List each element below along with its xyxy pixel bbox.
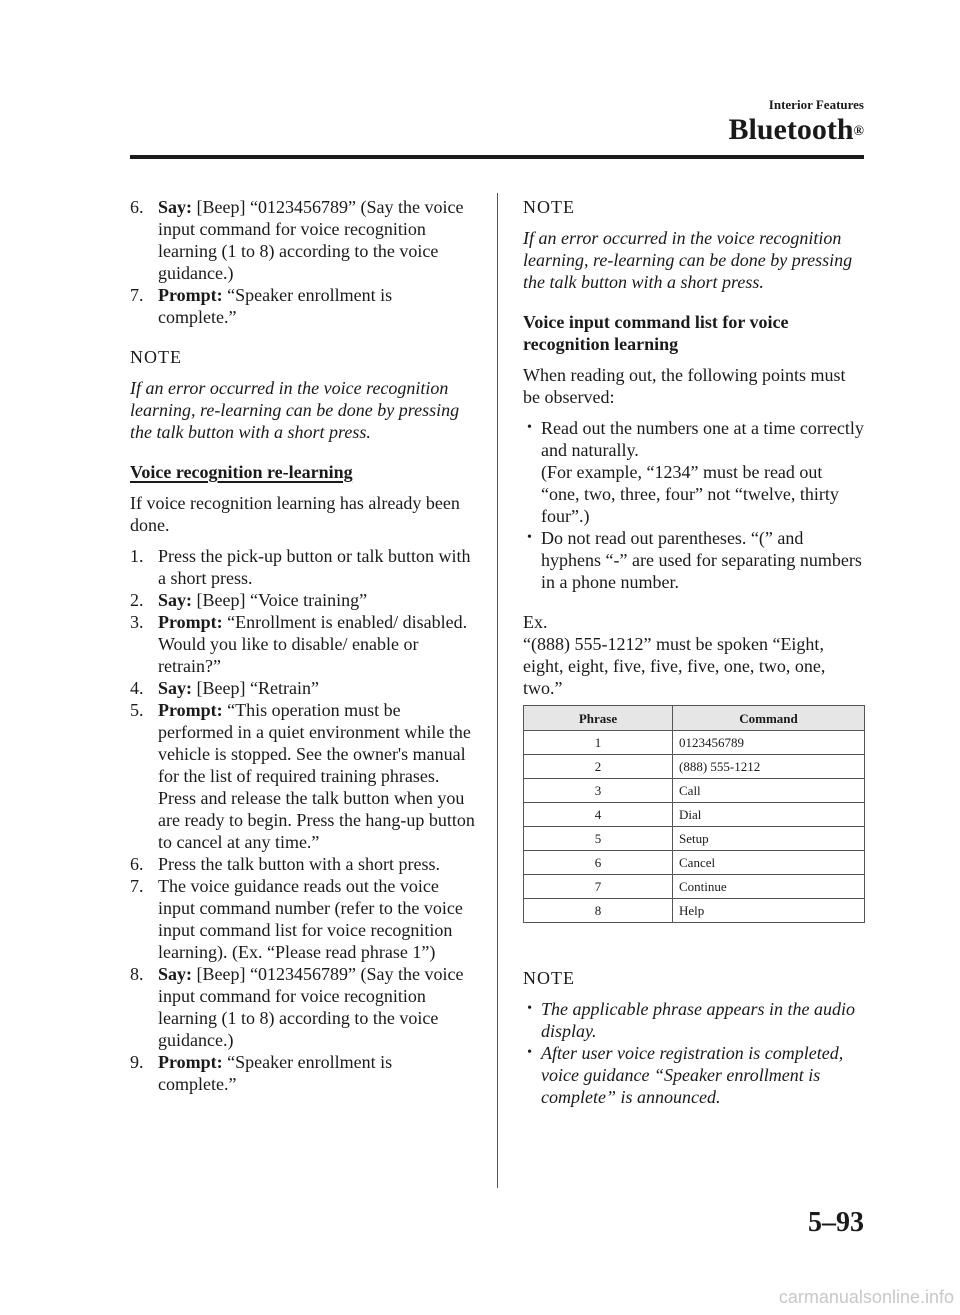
bullet-item xyxy=(523,527,865,593)
note-label: NOTE xyxy=(523,968,575,988)
page-number: 5–93 xyxy=(808,1207,864,1238)
command-list-heading: Voice input command list for voice recognition learning xyxy=(523,312,789,354)
command-cell: Call xyxy=(673,779,865,803)
header-title-text: Bluetooth xyxy=(728,113,854,146)
step-text: Press the pick-up button or talk button with a short press. xyxy=(158,546,471,588)
table-row xyxy=(524,899,865,923)
bullet-item xyxy=(523,417,865,527)
bullet-text: Read out the numbers one at a time correctly and naturally. xyxy=(541,418,864,460)
table-row xyxy=(524,875,865,899)
note-text: If an error occurred in the voice recognition learning, re-learning can be done by pressing the talk button with a short press. xyxy=(130,378,460,442)
registered-mark: ® xyxy=(853,124,864,139)
bullet-text: Do not read out parentheses. “(” and hyphens “-” are used for separating numbers in a phone number. xyxy=(541,528,862,592)
table-row xyxy=(524,803,865,827)
step-text: The voice guidance reads out the voice input command number (refer to the voice input command list for voice recognition learning). (Ex. “Please read phrase 1”) xyxy=(158,876,463,962)
phrase-cell: 7 xyxy=(524,875,673,899)
note-text: If an error occurred in the voice recognition learning, re-learning can be done by pressing the talk button with a short press. xyxy=(523,228,853,292)
command-cell: 0123456789 xyxy=(673,731,865,755)
example-text: “(888) 555-1212” must be spoken “Eight, eight, eight, five, five, five, one, two, one, two.” xyxy=(523,634,826,698)
table-row xyxy=(524,851,865,875)
step-keyword: Prompt: xyxy=(158,700,223,720)
step-text: Press the talk button with a short press. xyxy=(158,854,440,874)
step-text: “Speaker enrollment is complete.” xyxy=(158,285,393,327)
relearn-intro: If voice recognition learning has already been done. xyxy=(130,493,460,535)
step-text: [Beep] “0123456789” (Say the voice input command for voice recognition learning (1 to 8) according to the voice guidance.) xyxy=(158,964,464,1050)
step-keyword: Prompt: xyxy=(158,285,223,305)
step-number: 7. xyxy=(130,876,144,896)
step-number: 9. xyxy=(130,1052,144,1072)
step-number: 6. xyxy=(130,197,144,217)
phrase-cell: 2 xyxy=(524,755,673,779)
step-text: “Speaker enrollment is complete.” xyxy=(158,1052,393,1094)
step-6b xyxy=(130,853,475,875)
watermark: carmanualsonline.info xyxy=(778,1287,954,1307)
step-number: 6. xyxy=(130,854,144,874)
table-row xyxy=(524,827,865,851)
bullet-extra: (For example, “1234” must be read out “one, two, three, four” not “twelve, thirty four”.) xyxy=(541,462,839,526)
step-2 xyxy=(130,589,475,611)
command-cell: Continue xyxy=(673,875,865,899)
step-text: [Beep] “0123456789” (Say the voice input command for voice recognition learning (1 to 8) according to the voice guidance.) xyxy=(158,197,464,283)
phrase-cell: 6 xyxy=(524,851,673,875)
step-number: 3. xyxy=(130,612,144,632)
example-label: Ex. xyxy=(523,612,548,632)
step-4 xyxy=(130,677,475,699)
bullet-item xyxy=(523,998,865,1042)
phrase-cell: 1 xyxy=(524,731,673,755)
command-table xyxy=(523,705,865,923)
phrase-cell: 5 xyxy=(524,827,673,851)
left-column xyxy=(130,196,475,1095)
right-column xyxy=(523,196,865,1108)
step-number: 4. xyxy=(130,678,144,698)
command-list-intro: When reading out, the following points must be observed: xyxy=(523,365,846,407)
step-7b xyxy=(130,875,475,963)
step-text: “This operation must be performed in a quiet environment while the vehicle is stopped. See the owner's manual for the list of required training phrases. Press and release the talk button when you are ready to begin. Press the hang-up button to cancel at any time.” xyxy=(158,700,475,852)
phrase-cell: 3 xyxy=(524,779,673,803)
phrase-cell: 8 xyxy=(524,899,673,923)
command-cell: Help xyxy=(673,899,865,923)
bullet-text: The applicable phrase appears in the audio display. xyxy=(541,999,855,1041)
table-row xyxy=(524,755,865,779)
header-rule xyxy=(130,155,864,159)
step-text: [Beep] “Retrain” xyxy=(192,678,319,698)
command-cell: (888) 555-1212 xyxy=(673,755,865,779)
column-header-phrase: Phrase xyxy=(524,706,673,731)
step-7 xyxy=(130,284,475,328)
note-label: NOTE xyxy=(523,197,575,217)
step-keyword: Say: xyxy=(158,590,193,610)
table-header-row xyxy=(524,706,865,731)
step-6 xyxy=(130,196,475,284)
command-cell: Dial xyxy=(673,803,865,827)
step-3 xyxy=(130,611,475,677)
step-9 xyxy=(130,1051,475,1095)
column-divider xyxy=(497,193,498,1188)
relearn-heading: Voice recognition re-learning xyxy=(130,462,353,482)
table-row xyxy=(524,731,865,755)
phrase-cell: 4 xyxy=(524,803,673,827)
command-cell: Cancel xyxy=(673,851,865,875)
bullet-dot-icon: • xyxy=(527,420,532,435)
table-row xyxy=(524,779,865,803)
header-section: Interior Features xyxy=(768,97,864,112)
step-number: 8. xyxy=(130,964,144,984)
column-header-command: Command xyxy=(673,706,865,731)
step-number: 7. xyxy=(130,285,144,305)
step-number: 5. xyxy=(130,700,144,720)
note-label: NOTE xyxy=(130,347,182,367)
step-text: [Beep] “Voice training” xyxy=(192,590,368,610)
step-5 xyxy=(130,699,475,853)
step-8 xyxy=(130,963,475,1051)
step-keyword: Prompt: xyxy=(158,1052,223,1072)
step-keyword: Say: xyxy=(158,964,193,984)
bullet-text: After user voice registration is completed, voice guidance “Speaker enrollment is complete” is announced. xyxy=(541,1043,844,1107)
step-keyword: Prompt: xyxy=(158,612,223,632)
step-text: “Enrollment is enabled/ disabled. Would you like to disable/ enable or retrain?” xyxy=(158,612,468,676)
bullet-item xyxy=(523,1042,865,1108)
bullet-dot-icon: • xyxy=(527,1045,532,1060)
step-number: 2. xyxy=(130,590,144,610)
step-1 xyxy=(130,545,475,589)
header-title xyxy=(729,112,864,148)
bullet-dot-icon: • xyxy=(527,530,532,545)
command-cell: Setup xyxy=(673,827,865,851)
step-keyword: Say: xyxy=(158,197,193,217)
step-number: 1. xyxy=(130,546,144,566)
bullet-dot-icon: • xyxy=(527,1001,532,1016)
step-keyword: Say: xyxy=(158,678,193,698)
